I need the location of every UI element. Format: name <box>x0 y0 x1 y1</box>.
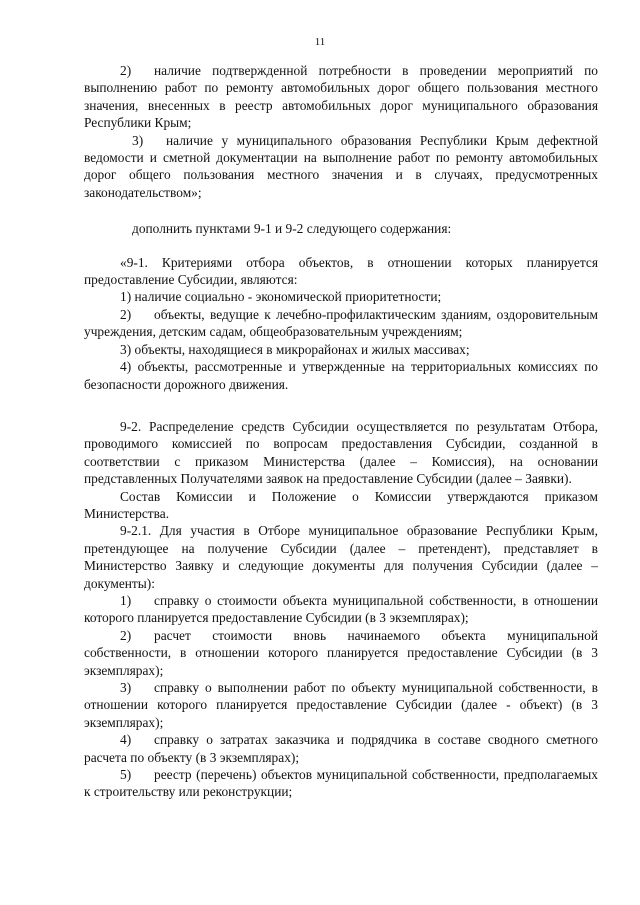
criterion-2: 2) объекты, ведущие к лечебно-профилактическим зданиям, оздоровительным учреждения, детским садам, общеобразовательным учреждениям; <box>84 306 598 340</box>
document-body <box>84 62 598 801</box>
paragraph-9-2: 9-2. Распределение средств Субсидии осуществляется по результатам Отбора, проводимого комиссией по вопросам предоставления Субсидии, созданной в соответствии с приказом Министерства (далее – Комиссия), на основании представленных Получателями заявок на предоставление Субсидии (далее – Заявки). <box>84 418 598 487</box>
paragraph-commission: Состав Комиссии и Положение о Комиссии утверждаются приказом Министерства. <box>84 488 598 521</box>
paragraph-9-2-1: 9-2.1. Для участия в Отборе муниципальное образование Республики Крым, претендующее на получение Субсидии (далее – претендент), представляет в Министерство Заявку и следующие документы для получения Субсидии (далее – документы): <box>84 523 598 591</box>
criterion-3: 3) объекты, находящиеся в микрорайонах и жилых массивах; <box>120 341 470 357</box>
document-item-5: 5) реестр (перечень) объектов муниципальной собственности, предполагаемых к строительству или реконструкции; <box>84 767 598 800</box>
page-number: 11 <box>314 36 326 48</box>
paragraph-item-3: 3) наличие у муниципального образования Республики Крым дефектной ведомости и сметной документации на выполнение работ по ремонту автомобильных дорог общего пользования местного значения и в случаях, предусмотренных законодательством»; <box>84 132 598 200</box>
paragraph-item-2: 2) наличие подтвержденной потребности в проведении мероприятий по выполнению работ по ремонту автомобильных дорог общего пользования местного значения, внесенных в реестр автомобильных дорог муниципального образования Республики Крым; <box>84 63 598 131</box>
document-item-3: 3) справку о выполнении работ по объекту муниципальной собственности, в отношении которого планируется предоставление Субсидии (далее - объект) (в 3 экземплярах); <box>84 680 598 730</box>
document-item-2: 2) расчет стоимости вновь начинаемого объекта муниципальной собственности, в отношении которого планируется предоставление Субсидии (в 3 экземплярах); <box>84 627 598 678</box>
document-item-4: 4) справку о затратах заказчика и подрядчика в составе сводного сметного расчета по объекту (в 3 экземплярах); <box>84 732 598 765</box>
paragraph-9-1: «9-1. Критериями отбора объектов, в отношении которых планируется предоставление Субсидии, являются: <box>84 254 598 288</box>
criterion-4: 4) объекты, рассмотренные и утвержденные на территориальных комиссиях по безопасности дорожного движения. <box>84 359 598 392</box>
criterion-1: 1) наличие социально - экономической приоритетности; <box>120 289 442 305</box>
paragraph-amendment-intro: дополнить пунктами 9-1 и 9-2 следующего содержания: <box>132 221 452 237</box>
document-item-1: 1) справку о стоимости объекта муниципальной собственности, в отношении которого планируется предоставление Субсидии (в 3 экземплярах); <box>84 592 598 626</box>
